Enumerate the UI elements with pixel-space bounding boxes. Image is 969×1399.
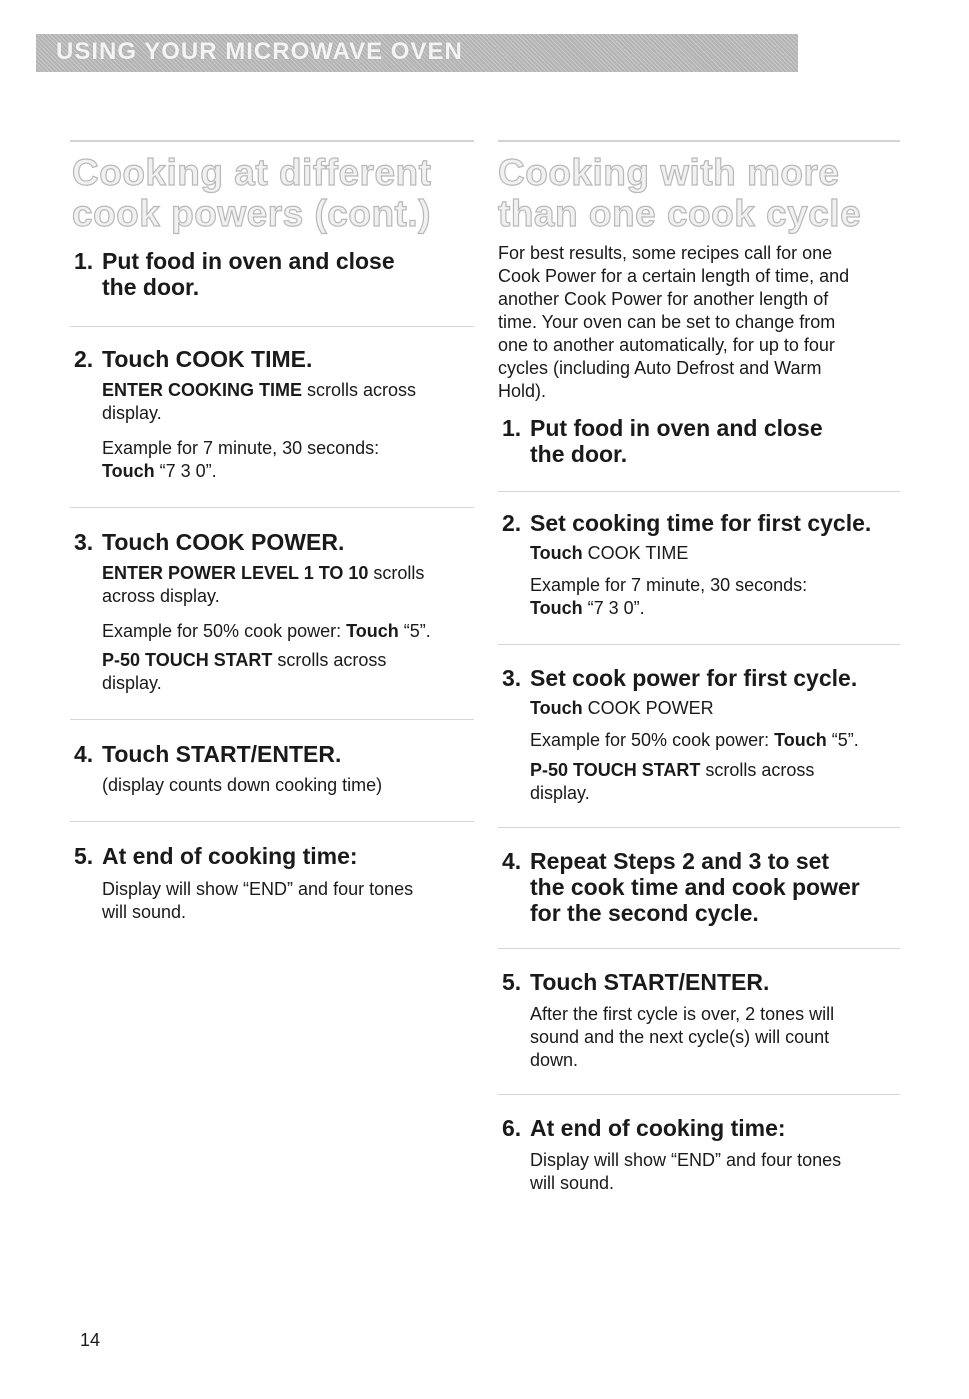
step-number: 5. xyxy=(502,969,522,995)
left-heading-line1: Cooking at different xyxy=(72,152,432,193)
intro-line: Cook Power for a certain length of time, and xyxy=(498,266,850,286)
desc-text: Example for 7 minute, 30 seconds: xyxy=(530,575,808,595)
desc-text: display. xyxy=(530,783,590,803)
step-title-line: Put food in oven and close xyxy=(102,248,395,274)
left-column xyxy=(70,140,474,924)
step-title-text: Touch COOK TIME. xyxy=(102,346,313,372)
intro-line: time. Your oven can be set to change from xyxy=(498,312,836,332)
step-desc xyxy=(530,1149,900,1195)
step-title xyxy=(74,248,474,300)
intro-line: another Cook Power for another length of xyxy=(498,289,829,309)
left-step-1 xyxy=(70,248,474,326)
right-step-5 xyxy=(498,948,900,1094)
bold-term: ENTER COOKING TIME xyxy=(102,380,303,400)
step-number: 5. xyxy=(74,843,94,869)
step-desc xyxy=(102,379,474,425)
intro-line: For best results, some recipes call for one xyxy=(498,243,833,263)
step-title xyxy=(74,843,474,869)
step-display-note xyxy=(102,649,474,695)
right-column xyxy=(498,140,900,1195)
step-title-text: Touch COOK POWER. xyxy=(102,529,345,555)
step-number: 2. xyxy=(74,346,94,372)
bold-term: ENTER POWER LEVEL 1 TO 10 xyxy=(102,563,369,583)
step-number: 1. xyxy=(74,248,94,274)
bold-term: Touch xyxy=(102,461,155,481)
step-number: 4. xyxy=(74,741,94,767)
desc-text: COOK POWER xyxy=(582,698,714,718)
section-banner xyxy=(36,34,798,72)
desc-text: across display. xyxy=(102,586,220,606)
desc-text: Display will show “END” and four tones xyxy=(530,1150,842,1170)
step-title-line: the door. xyxy=(530,441,628,467)
bold-term: P-50 TOUCH START xyxy=(530,760,701,780)
left-step-3 xyxy=(70,507,474,719)
left-heading xyxy=(70,152,474,234)
left-step-4 xyxy=(70,719,474,821)
right-step-1 xyxy=(498,415,900,491)
left-step-2 xyxy=(70,326,474,507)
desc-text: Display will show “END” and four tones xyxy=(102,879,414,899)
step-title-text: Touch START/ENTER. xyxy=(102,741,342,767)
left-step-5 xyxy=(70,821,474,924)
step-title-text: Set cook power for first cycle. xyxy=(530,665,858,691)
desc-text: sound and the next cycle(s) will count xyxy=(530,1027,830,1047)
desc-text: will sound. xyxy=(102,902,187,922)
step-number: 4. xyxy=(502,848,522,874)
bold-term: Touch xyxy=(530,698,583,718)
step-desc xyxy=(530,1003,900,1072)
right-heading xyxy=(498,152,900,234)
bold-term: Touch xyxy=(530,543,583,563)
step-title-text: At end of cooking time: xyxy=(102,843,358,869)
step-example xyxy=(530,574,900,620)
desc-text: COOK TIME xyxy=(582,543,689,563)
desc-text: scrolls across xyxy=(272,650,387,670)
right-step-2 xyxy=(498,491,900,644)
step-number: 3. xyxy=(502,665,522,691)
step-number: 3. xyxy=(74,529,94,555)
right-step-4 xyxy=(498,827,900,948)
desc-text: Example for 50% cook power: xyxy=(102,621,347,641)
step-number: 1. xyxy=(502,415,522,441)
desc-text: “7 3 0”. xyxy=(154,461,217,481)
step-desc xyxy=(102,562,474,608)
desc-text: down. xyxy=(530,1050,579,1070)
desc-text: scrolls across xyxy=(700,760,815,780)
step-title xyxy=(502,848,900,926)
bold-term: Touch xyxy=(346,621,399,641)
right-step-6 xyxy=(498,1094,900,1195)
step-number: 2. xyxy=(502,510,522,536)
desc-text: Example for 7 minute, 30 seconds: xyxy=(102,438,380,458)
banner-title: USING YOUR MICROWAVE OVEN xyxy=(56,38,463,65)
right-step-3 xyxy=(498,644,900,827)
step-title xyxy=(502,969,900,995)
step-display-note xyxy=(530,759,900,805)
desc-text: After the first cycle is over, 2 tones will xyxy=(530,1004,835,1024)
left-heading-line2: cook powers (cont.) xyxy=(72,193,431,234)
intro-line: Hold). xyxy=(498,381,547,401)
right-heading-line1: Cooking with more xyxy=(498,152,840,193)
desc-text: display. xyxy=(102,403,162,423)
desc-text: scrolls across xyxy=(302,380,417,400)
step-title xyxy=(74,741,474,767)
step-title-line: the door. xyxy=(102,274,200,300)
step-title-text: Touch START/ENTER. xyxy=(530,969,770,995)
bold-term: Touch xyxy=(530,598,583,618)
step-title xyxy=(502,665,900,691)
step-title-line: Put food in oven and close xyxy=(530,415,823,441)
desc-text: will sound. xyxy=(530,1173,615,1193)
step-title xyxy=(502,415,900,467)
page-number: 14 xyxy=(80,1330,101,1350)
desc-text: Example for 50% cook power: xyxy=(530,730,775,750)
step-title-text: Set cooking time for first cycle. xyxy=(530,510,872,536)
desc-text: display. xyxy=(102,673,162,693)
step-title xyxy=(502,1115,900,1141)
bold-term: P-50 TOUCH START xyxy=(102,650,273,670)
intro-line: one to another automatically, for up to four xyxy=(498,335,835,355)
right-intro xyxy=(498,242,900,403)
desc-text: “5”. xyxy=(826,730,859,750)
desc-text: “5”. xyxy=(398,621,431,641)
desc-text: scrolls xyxy=(368,563,425,583)
step-title xyxy=(502,510,900,536)
right-heading-line2: than one cook cycle xyxy=(498,193,862,234)
step-desc xyxy=(102,878,474,924)
step-title xyxy=(74,346,474,372)
step-desc: (display counts down cooking time) xyxy=(102,775,383,795)
step-example xyxy=(530,729,900,752)
step-title-line: for the second cycle. xyxy=(530,900,759,926)
step-title xyxy=(74,529,474,555)
step-example xyxy=(102,437,474,483)
step-title-line: Repeat Steps 2 and 3 to set xyxy=(530,848,830,874)
intro-line: cycles (including Auto Defrost and Warm xyxy=(498,358,822,378)
step-number: 6. xyxy=(502,1115,522,1141)
step-title-text: At end of cooking time: xyxy=(530,1115,786,1141)
step-desc xyxy=(530,542,900,565)
step-example xyxy=(102,620,474,643)
step-title-line: the cook time and cook power xyxy=(530,874,860,900)
step-desc xyxy=(530,697,900,720)
bold-term: Touch xyxy=(774,730,827,750)
desc-text: “7 3 0”. xyxy=(582,598,645,618)
